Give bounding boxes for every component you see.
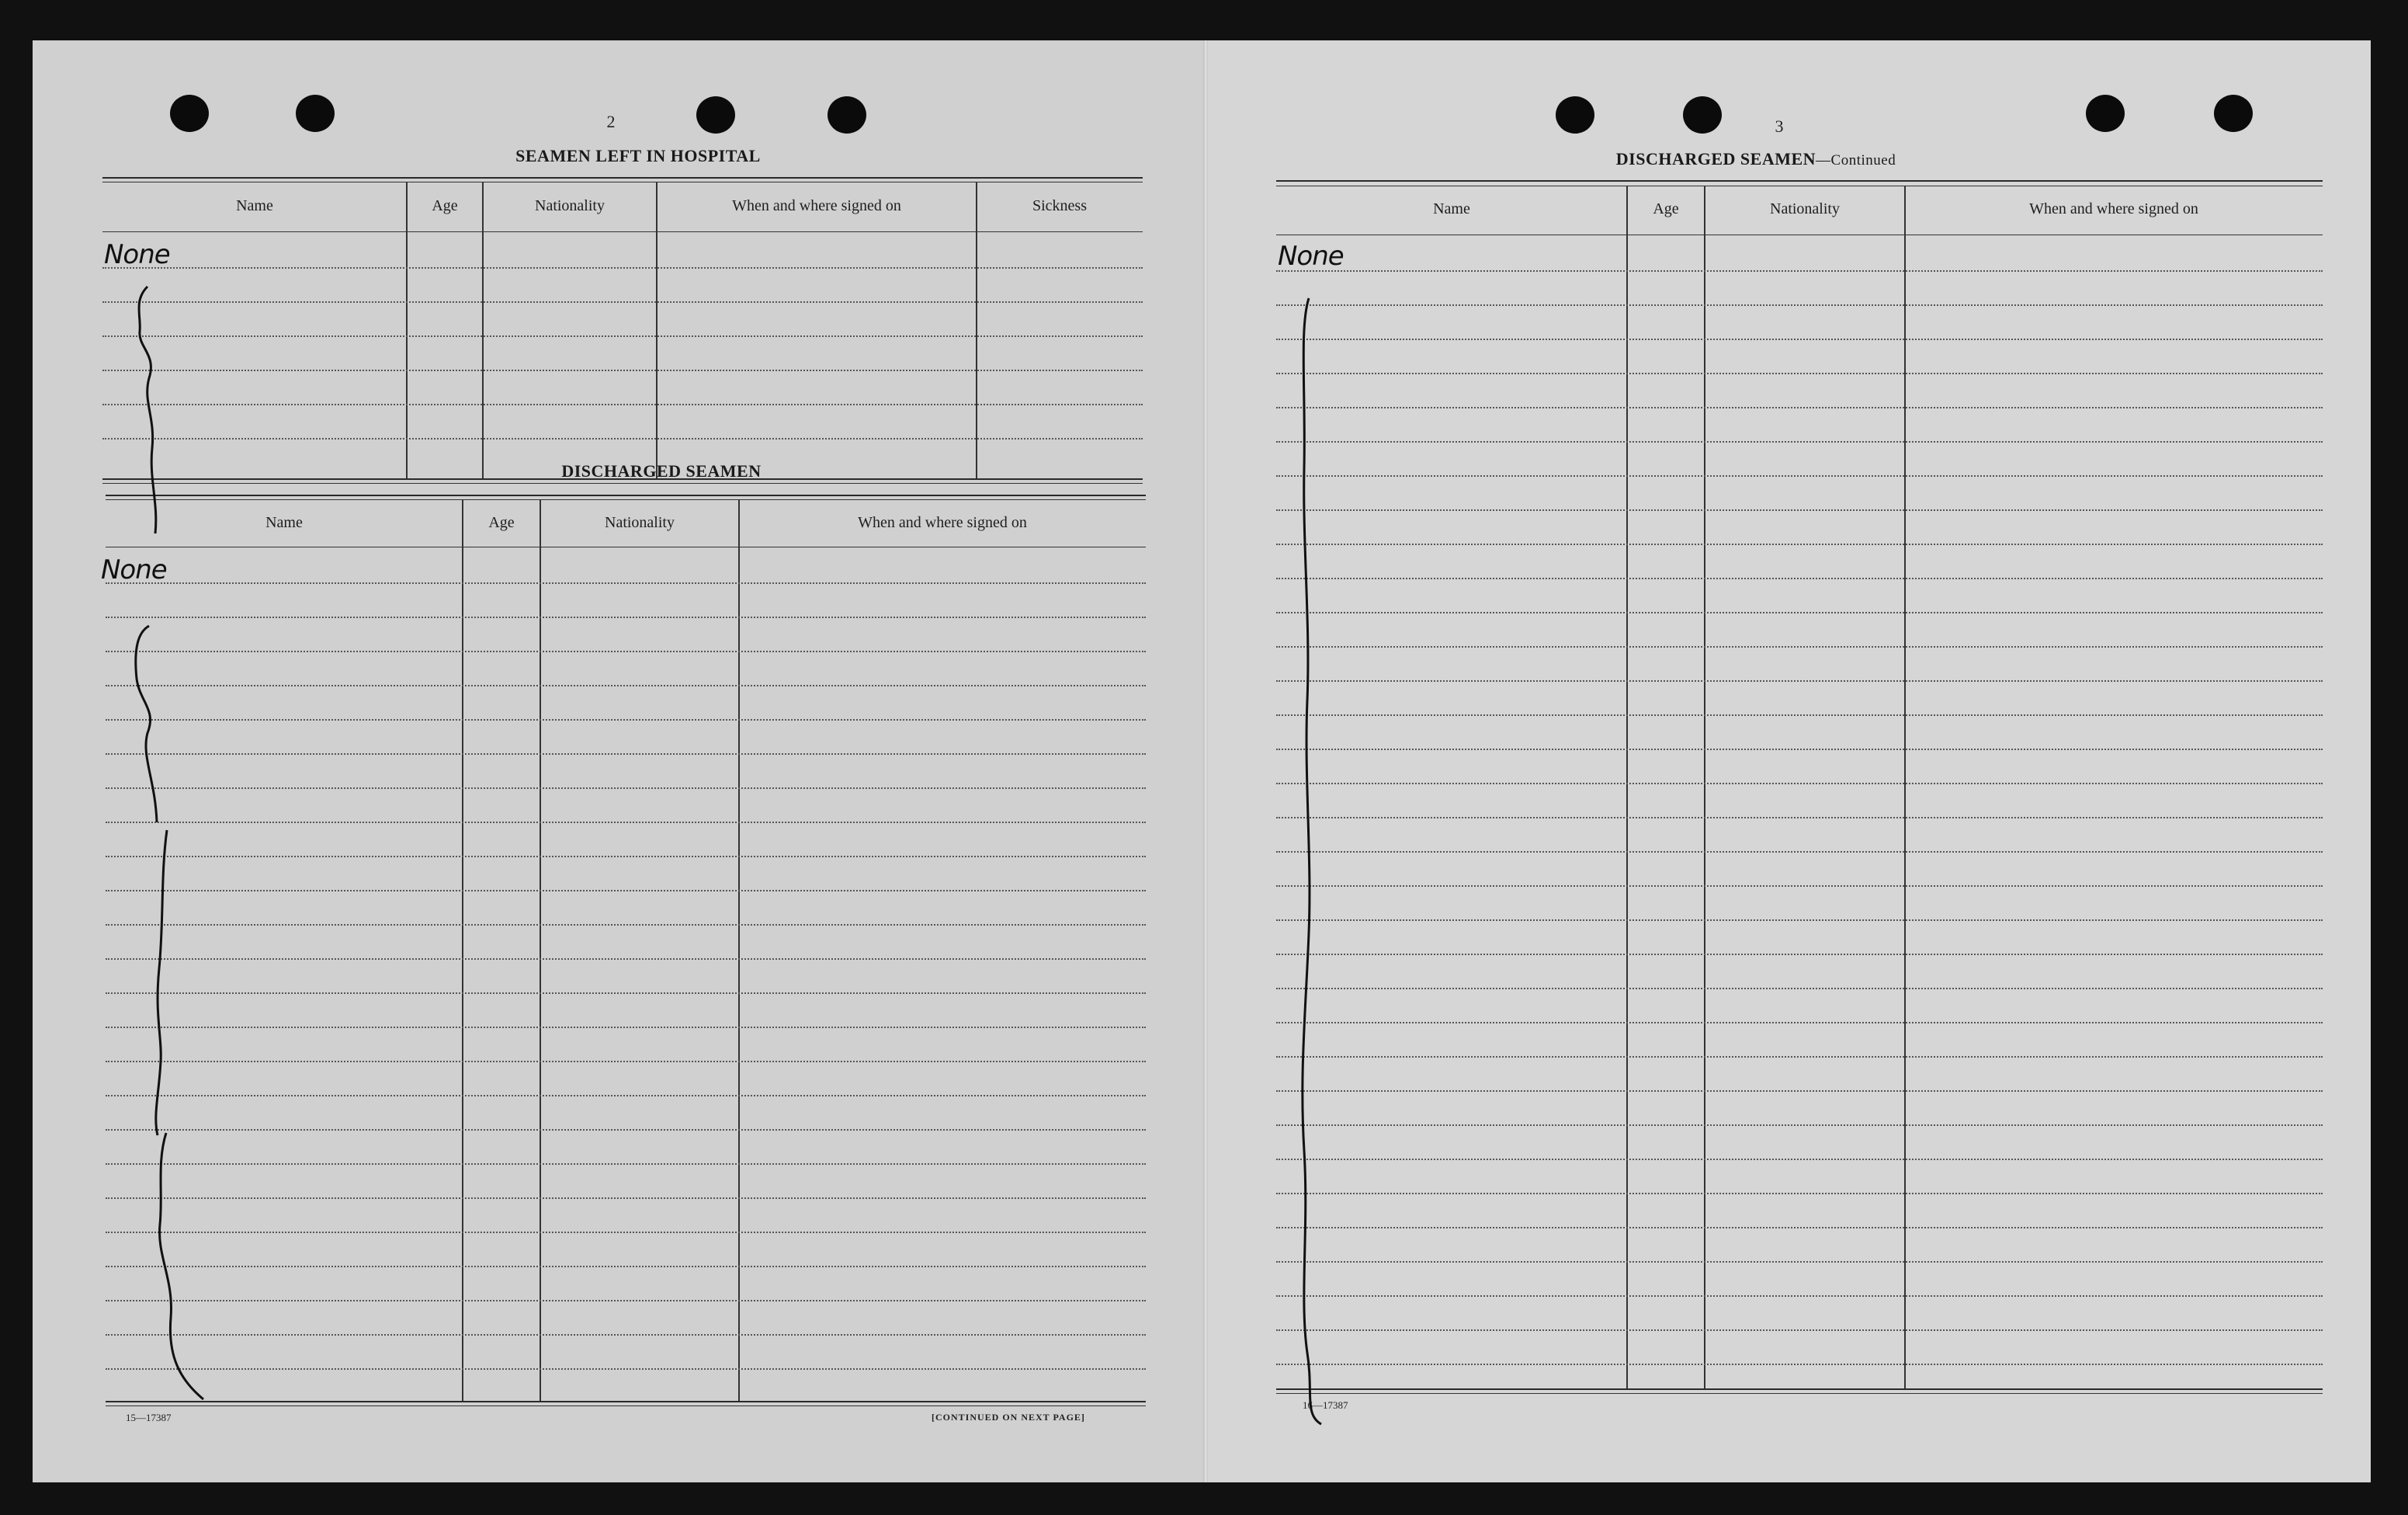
entry-line: [1276, 1159, 2323, 1160]
entry-line: [106, 753, 1146, 755]
column-header-signed-on: When and where signed on: [2029, 200, 2198, 217]
entry-line: [1276, 885, 2323, 887]
column-divider: [1704, 186, 1705, 1388]
page-number: 2: [606, 112, 616, 131]
entry-line: [106, 1129, 1146, 1131]
entry-line: [1276, 851, 2323, 853]
entry-line: [106, 822, 1146, 823]
handwritten-brace: [126, 285, 172, 541]
entry-line: [106, 582, 1146, 584]
entry-line: [106, 1300, 1146, 1301]
header-rule: [102, 231, 1143, 232]
entry-line: [106, 1095, 1146, 1096]
entry-line: [1276, 646, 2323, 648]
title-text: DISCHARGED SEAMEN: [1615, 149, 1816, 169]
table-top-rule: [1276, 180, 2323, 182]
entry-line: [1276, 1295, 2323, 1297]
punch-hole: [2086, 95, 2125, 132]
entry-line: [106, 1163, 1146, 1165]
punch-hole: [696, 96, 735, 134]
entry-line: [102, 404, 1143, 405]
entry-line: [1276, 1261, 2323, 1263]
entry-line: [102, 301, 1143, 303]
column-header-name: Name: [265, 514, 303, 531]
handwritten-brace: [126, 624, 172, 826]
continued-note: [CONTINUED ON NEXT PAGE]: [932, 1412, 1085, 1423]
entry-line: [1276, 817, 2323, 818]
entry-line: [1276, 304, 2323, 306]
column-divider: [406, 182, 408, 479]
punch-hole: [1556, 96, 1594, 134]
table-bottom-rule: [1276, 1393, 2323, 1394]
entry-line: [1276, 783, 2323, 784]
section-title-discharged: DISCHARGED SEAMEN: [561, 461, 762, 481]
entry-line: [102, 267, 1143, 269]
table-bottom-rule: [102, 483, 1143, 484]
entry-line: [1276, 612, 2323, 613]
table-top-rule: [102, 177, 1143, 179]
punch-hole: [1683, 96, 1722, 134]
entry-line: [106, 787, 1146, 789]
document-paper: [33, 40, 2371, 1482]
entry-line: [106, 617, 1146, 618]
entry-line: [1276, 988, 2323, 989]
entry-line: [1276, 509, 2323, 511]
entry-line: [1276, 475, 2323, 477]
entry-line: [106, 856, 1146, 857]
entry-line: [1276, 1193, 2323, 1194]
column-header-sickness: Sickness: [1032, 197, 1087, 214]
column-header-nationality: Nationality: [535, 197, 605, 214]
punch-hole: [296, 95, 335, 132]
table-top-rule: [106, 499, 1146, 500]
column-header-name: Name: [1433, 200, 1470, 217]
entry-line: [106, 890, 1146, 891]
entry-line: [106, 958, 1146, 960]
table-top-rule: [106, 495, 1146, 496]
entry-line: [106, 651, 1146, 652]
entry-line: [1276, 919, 2323, 921]
right-page: [1206, 40, 2371, 1482]
entry-line: [106, 1368, 1146, 1370]
entry-line: [1276, 270, 2323, 272]
column-header-age: Age: [1653, 200, 1679, 217]
table-bottom-rule: [1276, 1388, 2323, 1390]
entry-line: [1276, 680, 2323, 682]
column-header-signed-on: When and where signed on: [732, 197, 901, 214]
page-number: 3: [1775, 116, 1784, 136]
column-header-nationality: Nationality: [1770, 200, 1840, 217]
entry-line: [1276, 1090, 2323, 1092]
handwritten-entry: None: [104, 239, 170, 270]
entry-line: [106, 719, 1146, 721]
section-title-discharged-continued: [1438, 149, 2074, 169]
column-header-name: Name: [236, 197, 273, 214]
entry-line: [106, 1334, 1146, 1336]
column-divider: [976, 182, 977, 479]
entry-line: [106, 992, 1146, 994]
table-bottom-rule: [106, 1401, 1146, 1402]
entry-line: [1276, 544, 2323, 545]
entry-line: [1276, 749, 2323, 750]
entry-line: [106, 1027, 1146, 1028]
entry-line: [106, 1266, 1146, 1267]
handwritten-entry: None: [1278, 241, 1344, 272]
entry-line: [1276, 714, 2323, 716]
section-title-hospital: SEAMEN LEFT IN HOSPITAL: [515, 146, 761, 165]
entry-line: [1276, 1364, 2323, 1365]
entry-line: [1276, 578, 2323, 579]
punch-hole: [2214, 95, 2253, 132]
page-fold: [1203, 40, 1208, 1482]
entry-line: [1276, 1227, 2323, 1228]
entry-line: [1276, 1124, 2323, 1126]
handwritten-brace: [137, 829, 184, 1139]
entry-line: [1276, 407, 2323, 408]
handwritten-brace: [1298, 297, 1345, 1430]
column-header-nationality: Nationality: [605, 514, 675, 531]
handwritten-brace: [149, 1131, 219, 1411]
punch-hole: [828, 96, 866, 134]
entry-line: [1276, 339, 2323, 340]
entry-line: [1276, 1329, 2323, 1331]
entry-line: [1276, 954, 2323, 955]
handwritten-entry: None: [101, 554, 167, 585]
entry-line: [102, 335, 1143, 337]
entry-line: [106, 1061, 1146, 1062]
column-header-signed-on: When and where signed on: [858, 514, 1027, 531]
column-divider: [1626, 186, 1628, 1388]
entry-line: [102, 370, 1143, 371]
column-header-age: Age: [488, 514, 515, 531]
form-number: 16—17387: [1303, 1399, 1348, 1411]
punch-hole: [170, 95, 209, 132]
column-divider: [1904, 186, 1906, 1388]
column-divider: [656, 182, 658, 479]
entry-line: [1276, 1056, 2323, 1058]
form-number: 15—17387: [126, 1412, 172, 1423]
column-divider: [482, 182, 484, 479]
entry-line: [1276, 373, 2323, 374]
column-header-age: Age: [432, 197, 458, 214]
entry-line: [1276, 441, 2323, 443]
entry-line: [106, 1197, 1146, 1199]
entry-line: [102, 438, 1143, 440]
title-suffix: —Continued: [1816, 152, 1896, 169]
entry-line: [106, 1232, 1146, 1233]
entry-line: [1276, 1022, 2323, 1023]
entry-line: [106, 924, 1146, 926]
entry-line: [106, 685, 1146, 686]
